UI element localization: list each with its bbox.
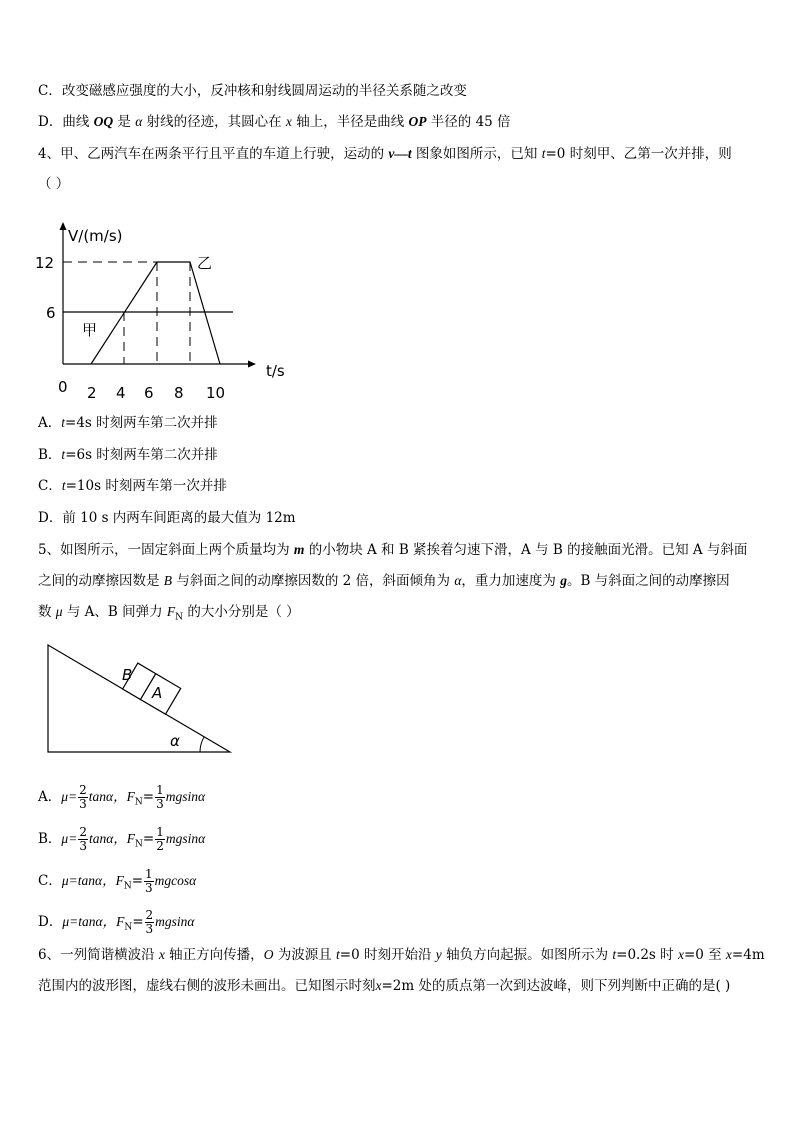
y-axis-arrow bbox=[60, 222, 67, 230]
q5-incline-figure bbox=[40, 640, 240, 758]
y-tick-6: 6 bbox=[46, 304, 56, 322]
q4-vt-graph bbox=[30, 222, 300, 407]
q5-stem-line1: 5、如图所示，一固定斜面上两个质量均为 m 的小物块 A 和 B 紧挨着匀速下滑，A 与 B 的接触面光滑。已知 A 与斜面 bbox=[38, 542, 748, 558]
q4-option-d: D．前 10 s 内两车间距离的最大值为 12m bbox=[38, 510, 296, 526]
x-tick-0: 0 bbox=[58, 378, 68, 396]
q3-option-d: D．曲线 OQ 是 α 射线的径迹，其圆心在 x 轴上，半径是曲线 OP 半径的 45 倍 bbox=[38, 114, 511, 130]
y-axis-label: V/(m/s) bbox=[68, 227, 123, 245]
q5-stem-line2: 之间的动摩擦因数是 B 与斜面之间的动摩擦因数的 2 倍，斜面倾角为 α，重力加速度为 g。B 与斜面之间的动摩擦因 bbox=[38, 573, 730, 589]
q4-answer-paren: （ ） bbox=[38, 176, 70, 192]
q3-option-c: C．改变磁感应强度的大小，反冲核和射线圆周运动的半径关系随之改变 bbox=[38, 83, 467, 99]
x-tick-4: 4 bbox=[116, 384, 126, 402]
q5-stem-line3: 数 μ 与 A、B 间弹力 $F_N$ 的大小分别是（ ） bbox=[38, 604, 300, 623]
jia-label: 甲 bbox=[82, 321, 98, 339]
q4-option-a: A．t=4s 时刻两车第二次并排 bbox=[38, 415, 218, 431]
yi-label: 乙 bbox=[197, 254, 213, 272]
x-tick-8: 8 bbox=[174, 384, 184, 402]
q4-stem: 4、甲、乙两汽车在两条平行且平直的车道上行驶，运动的 v—t 图象如图所示，已知 t=0 时刻甲、乙第一次并排，则 bbox=[38, 146, 732, 162]
q5-option-d: D．μ=tanα，$F_N=$ $\frac{2}{3}$ mgsinα bbox=[38, 908, 195, 936]
yi-line bbox=[91, 262, 220, 364]
q6-stem-line1: 6、一列简谐横波沿 x 轴正方向传播，O 为波源且 t=0 时刻开始沿 y 轴负方向起振。如图所示为 t=0.2s 时 x=0 至 x=4m bbox=[38, 947, 765, 963]
angle-arc bbox=[200, 737, 204, 752]
q4-option-b: B．t=6s 时刻两车第二次并排 bbox=[38, 447, 218, 463]
x-tick-6: 6 bbox=[144, 384, 154, 402]
y-tick-12: 12 bbox=[35, 254, 55, 272]
q5-option-b: B．μ= $\frac{2}{3}$ tanα，$F_N=$ $\frac{1}{2}$ mgsinα bbox=[38, 825, 206, 853]
x-tick-2: 2 bbox=[87, 384, 97, 402]
x-tick-10: 10 bbox=[206, 384, 226, 402]
x-axis-label: t/s bbox=[266, 362, 285, 380]
q4-option-c: C．t=10s 时刻两车第一次并排 bbox=[38, 478, 227, 494]
block-a-label: A bbox=[152, 684, 163, 702]
q5-option-c: C．μ=tanα，$F_N=$ $\frac{1}{3}$ mgcosα bbox=[38, 867, 197, 895]
x-axis-arrow bbox=[248, 361, 256, 368]
q5-option-a: A．μ= $\frac{2}{3}$ tanα，$F_N=$ $\frac{1}{3}$ mgsinα bbox=[38, 783, 206, 811]
block-b-label: B bbox=[122, 666, 133, 684]
angle-label: α bbox=[170, 732, 180, 750]
q6-stem-line2: 范围内的波形图，虚线右侧的波形未画出。已知图示时刻x=2m 处的质点第一次到达波峰，则下列判断中正确的是( ) bbox=[38, 978, 731, 994]
